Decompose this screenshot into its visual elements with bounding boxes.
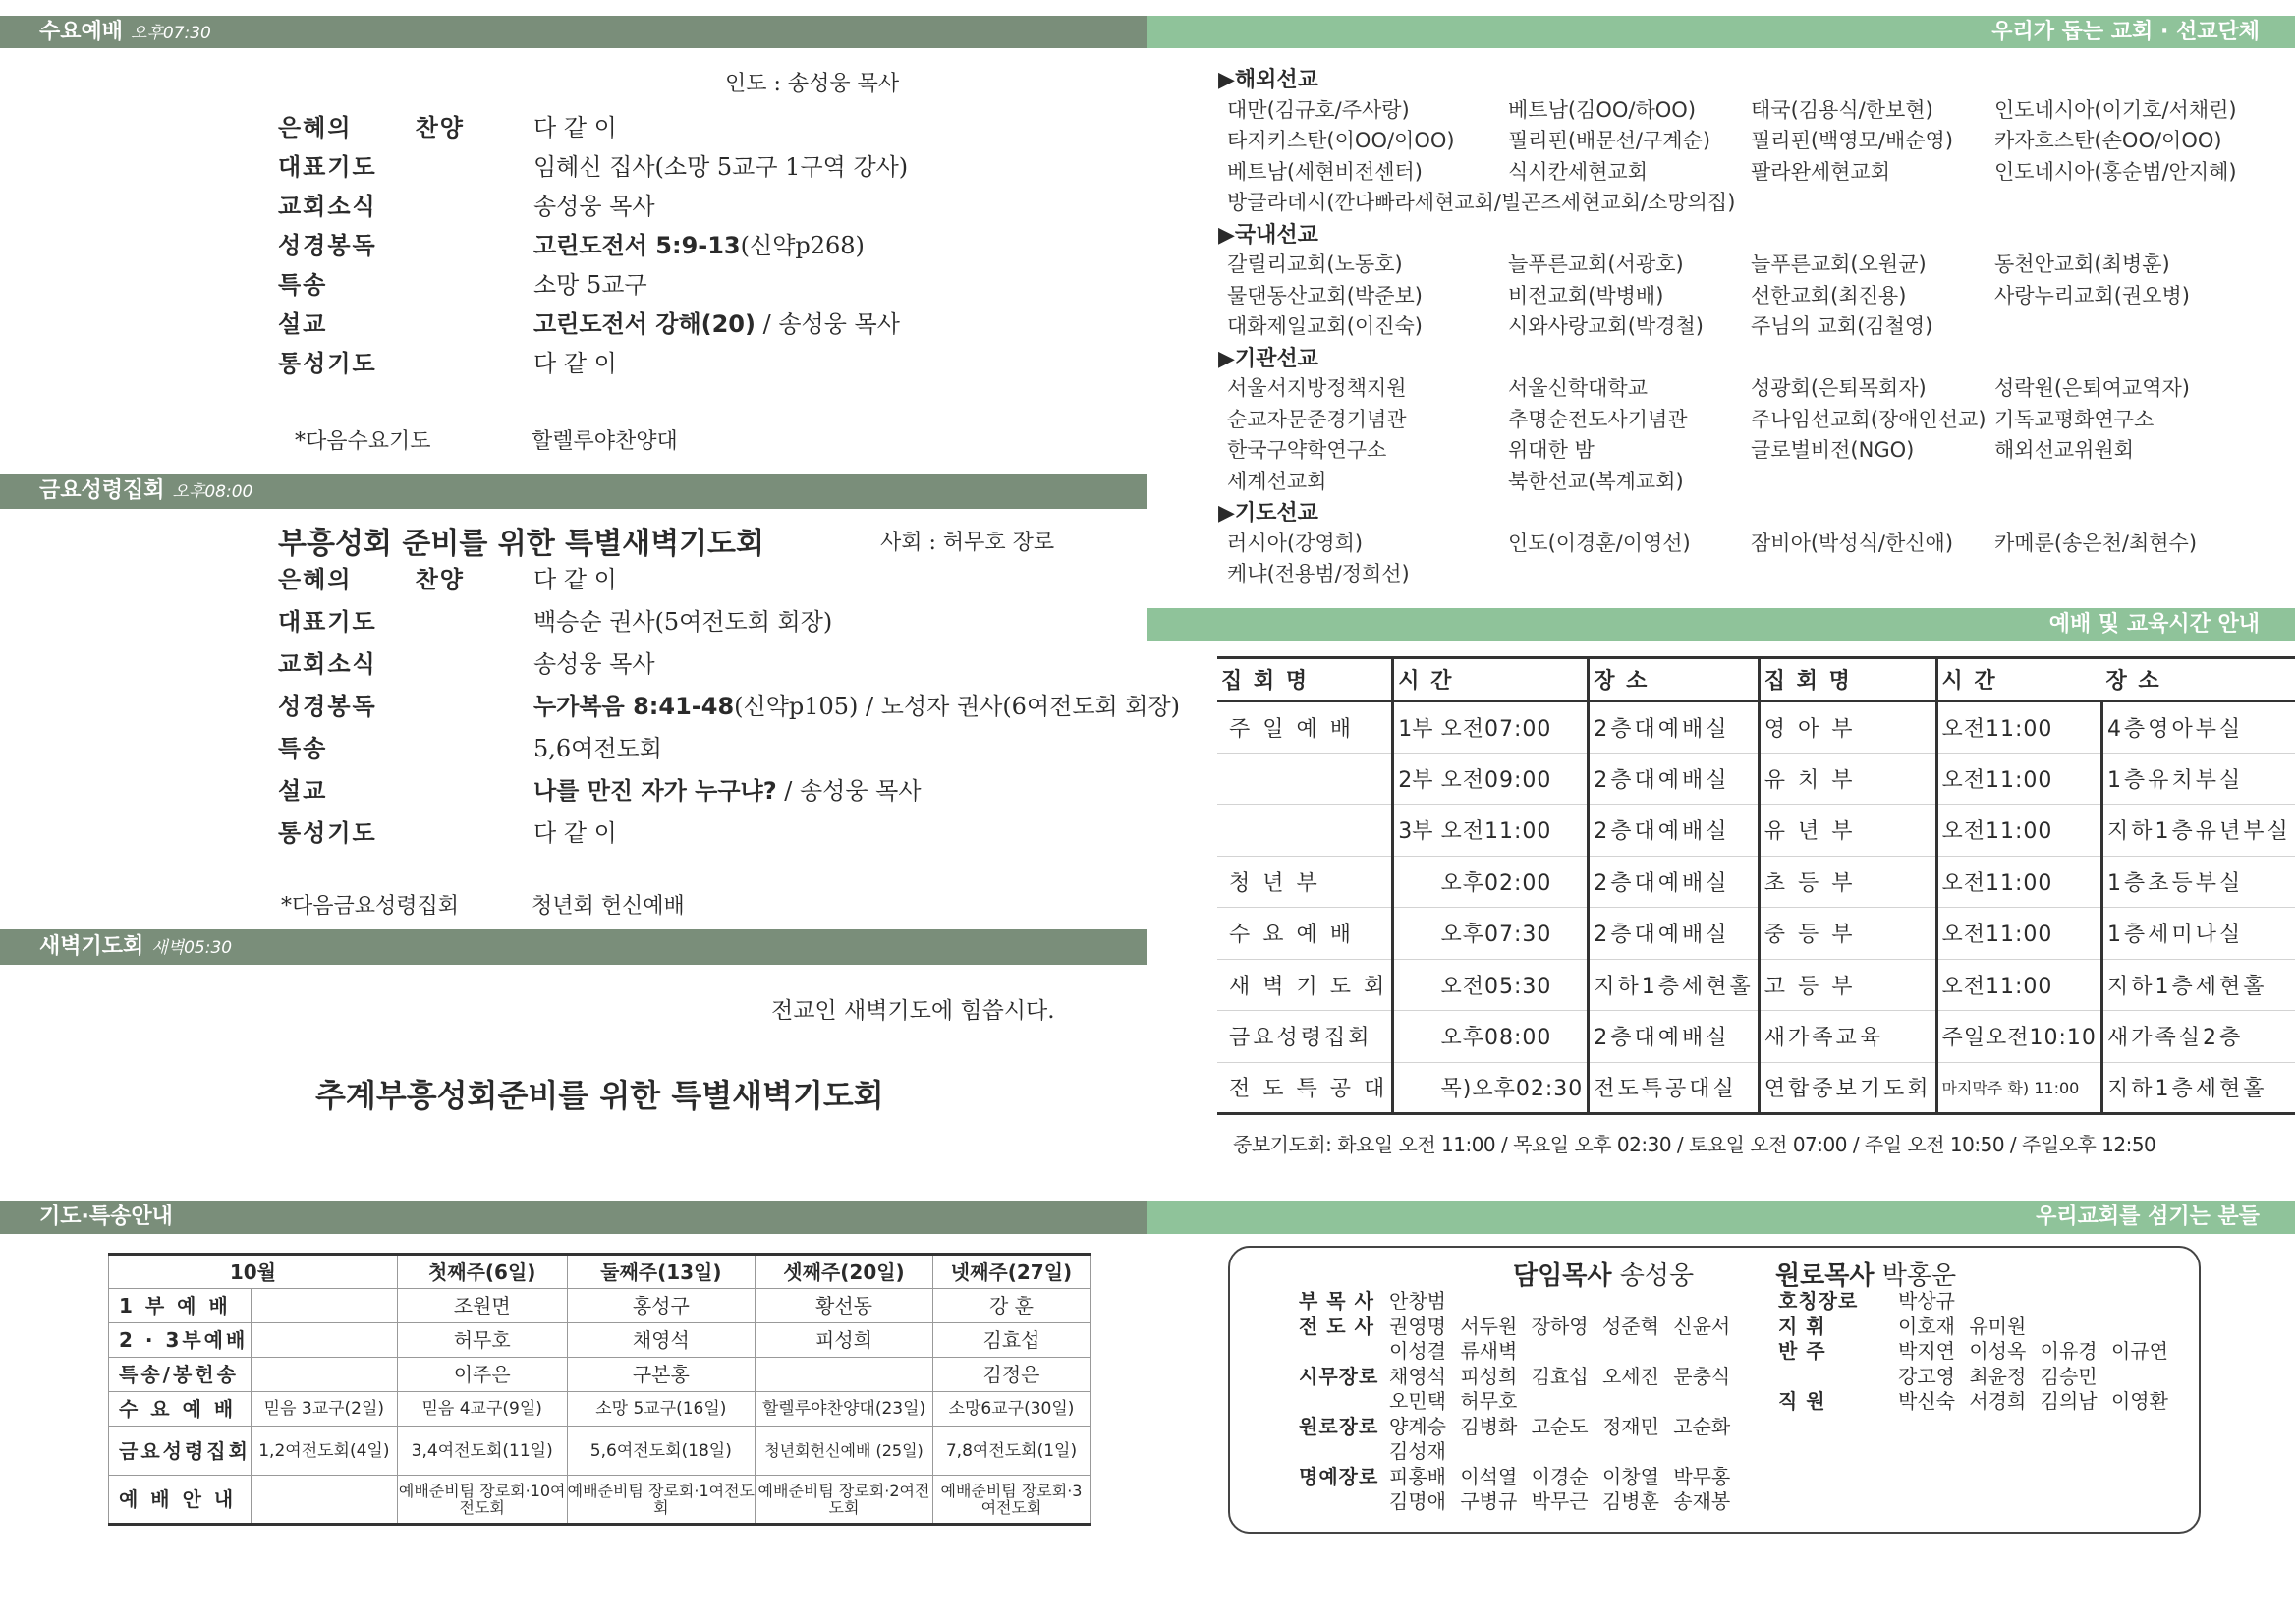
order-label: 은혜의 찬양 bbox=[278, 566, 465, 593]
schedule-cell: 청 년 부 bbox=[1217, 856, 1393, 908]
order-value-text: 임혜신 집사(소망 5교구 1구역 강사) bbox=[533, 153, 909, 181]
schedule-header-cell: 시 간 bbox=[1393, 658, 1589, 701]
mission-group-title: ▶기도선교 bbox=[1218, 501, 1318, 526]
leader-text: 사회 : 허무호 장로 bbox=[880, 531, 1055, 555]
schedule-cell: 수 요 예 배 bbox=[1217, 908, 1393, 960]
order-label: 통성기도 bbox=[278, 350, 377, 377]
mission-item: 해외선교위원회 bbox=[1994, 438, 2135, 462]
schedule-cell: 고 등 부 bbox=[1759, 959, 1936, 1011]
staff-role: 시무장로 bbox=[1299, 1364, 1379, 1388]
prayer-cell: 피성희 bbox=[756, 1323, 933, 1358]
prayer-header-cell: 넷째주(27일) bbox=[932, 1255, 1090, 1289]
mission-item: 한국구약학연구소 bbox=[1227, 438, 1387, 462]
prayer-cell bbox=[251, 1323, 397, 1358]
order-value-text: / 송성웅 목사 bbox=[776, 777, 922, 805]
prayer-row bbox=[109, 1323, 1091, 1358]
schedule-cell: 전 도 특 공 대 bbox=[1217, 1062, 1393, 1114]
schedule-row bbox=[1217, 805, 2295, 857]
schedule-cell: 지하1층유년부실 bbox=[2101, 805, 2294, 857]
section-bar-staff bbox=[1147, 1201, 2295, 1234]
order-label: 설교 bbox=[278, 310, 328, 338]
schedule-cell: 새가족실2층 bbox=[2101, 1011, 2294, 1063]
schedule-header-cell: 장 소 bbox=[2101, 658, 2294, 701]
mission-item: 인도네시아(홍순범/안지혜) bbox=[1994, 159, 2237, 184]
dawn-heading: 추계부흥성회준비를 위한 특별새벽기도회 bbox=[315, 1077, 884, 1114]
order-row bbox=[278, 147, 1162, 187]
senior-pastor-name: 송성웅 bbox=[1619, 1261, 1695, 1291]
prayer-cell: 예배준비팀 장로회·10여전도회 bbox=[397, 1476, 567, 1525]
order-value-bold: 고린도전서 강해(20) bbox=[533, 310, 756, 338]
schedule-cell: 마지막주 화) 11:00 bbox=[1936, 1062, 2101, 1114]
prayer-cell: 구본홍 bbox=[567, 1358, 755, 1392]
staff-names: 오민택 허무호 bbox=[1389, 1389, 1518, 1413]
mission-group-title: ▶해외선교 bbox=[1218, 68, 1318, 92]
order-value bbox=[533, 771, 922, 811]
prayer-cell bbox=[756, 1358, 933, 1392]
mission-item: 팔라완세현교회 bbox=[1751, 159, 1891, 184]
staff-names: 박상규 bbox=[1898, 1289, 1955, 1313]
prayer-cell: 허무호 bbox=[397, 1323, 567, 1358]
order-value bbox=[533, 265, 647, 305]
prayer-row-label: 2 · 3부예배 bbox=[109, 1323, 252, 1358]
prayer-cell: 예배준비팀 장로회·2여전도회 bbox=[756, 1476, 933, 1525]
order-label: 교회소식 bbox=[278, 650, 377, 678]
schedule-cell: 오전11:00 bbox=[1936, 856, 2101, 908]
prayer-table bbox=[108, 1253, 1091, 1526]
schedule-row bbox=[1217, 1062, 2295, 1114]
prayer-row bbox=[109, 1476, 1091, 1525]
schedule-cell: 새 벽 기 도 회 bbox=[1217, 959, 1393, 1011]
schedule-cell: 오전11:00 bbox=[1436, 805, 1588, 857]
mission-item: 추명순전도사기념관 bbox=[1508, 407, 1688, 431]
order-row bbox=[278, 687, 1181, 726]
staff-box bbox=[1228, 1246, 2201, 1534]
order-label: 성경봉독 bbox=[278, 232, 377, 259]
schedule-cell bbox=[1393, 1062, 1437, 1114]
mission-item: 케냐(전용범/정희선) bbox=[1227, 562, 1410, 586]
order-label: 설교 bbox=[278, 777, 328, 805]
order-label: 대표기도 bbox=[278, 153, 377, 181]
order-label: 은혜의 찬양 bbox=[278, 114, 465, 141]
schedule-cell: 오후07:30 bbox=[1436, 908, 1588, 960]
prayer-header-cell: 셋째주(20일) bbox=[756, 1255, 933, 1289]
schedule-cell: 오전11:00 bbox=[1936, 805, 2101, 857]
mission-item: 세계선교회 bbox=[1227, 469, 1327, 493]
mission-item: 비전교회(박병배) bbox=[1508, 283, 1664, 308]
next-value: 청년회 헌신예배 bbox=[532, 894, 685, 919]
dawn-line: 전교인 새벽기도에 힘씁시다. bbox=[771, 998, 1055, 1024]
section-title: 기도·특송안내 bbox=[39, 1204, 173, 1229]
order-value bbox=[533, 687, 1180, 726]
prayer-cell: 김효섭 bbox=[932, 1323, 1090, 1358]
order-row bbox=[278, 187, 1162, 226]
staff-names: 강고영 최윤정 김승민 bbox=[1898, 1364, 2098, 1388]
prayer-cell: 조원면 bbox=[397, 1289, 567, 1323]
schedule-cell: 연합중보기도회 bbox=[1759, 1062, 1936, 1114]
order-label: 성경봉독 bbox=[278, 693, 377, 720]
section-bar-dawn bbox=[0, 929, 1147, 965]
mission-item: 서울서지방정책지원 bbox=[1227, 376, 1407, 400]
mission-item: 갈릴리교회(노동호) bbox=[1227, 252, 1403, 276]
leader-text: 인도 : 송성웅 목사 bbox=[725, 72, 900, 96]
schedule-cell: 유 치 부 bbox=[1759, 753, 1936, 805]
schedule-cell: 1층유치부실 bbox=[2101, 753, 2294, 805]
section-title: 우리가 돕는 교회 · 선교단체 bbox=[1991, 20, 2260, 44]
schedule-cell: 오전07:00 bbox=[1436, 701, 1588, 754]
schedule-cell: 2층대예배실 bbox=[1589, 908, 1760, 960]
order-row bbox=[278, 344, 1162, 383]
mission-item: 글로벌비전(NGO) bbox=[1751, 438, 1915, 462]
next-label: *다음금요성령집회 bbox=[281, 894, 460, 919]
schedule-cell: 오전11:00 bbox=[1936, 753, 2101, 805]
schedule-cell: 2층대예배실 bbox=[1589, 856, 1760, 908]
section-time: 오후08:00 bbox=[172, 482, 253, 502]
schedule-cell: 오후02:00 bbox=[1436, 856, 1588, 908]
schedule-cell: 2층대예배실 bbox=[1589, 701, 1760, 754]
schedule-cell: 2층대예배실 bbox=[1589, 805, 1760, 857]
prayer-cell: 채영석 bbox=[567, 1323, 755, 1358]
order-value-text: 다 같 이 bbox=[533, 350, 617, 377]
schedule-cell: 오후08:00 bbox=[1436, 1011, 1588, 1063]
schedule-cell: 2층대예배실 bbox=[1589, 753, 1760, 805]
staff-names: 채영석 피성희 김효섭 오세진 문충식 bbox=[1389, 1364, 1731, 1388]
next-label: *다음수요기도 bbox=[295, 429, 431, 454]
order-row bbox=[278, 771, 1162, 811]
prayer-cell: 김정은 bbox=[932, 1358, 1090, 1392]
mission-item: 사랑누리교회(권오병) bbox=[1994, 283, 2190, 308]
order-label: 특송 bbox=[278, 735, 328, 762]
mission-item: 인도네시아(이기호/서채린) bbox=[1994, 97, 2237, 122]
staff-names: 박신숙 서경희 김의남 이영환 bbox=[1898, 1389, 2168, 1413]
mission-item: 인도(이경훈/이영선) bbox=[1508, 531, 1691, 555]
prayer-cell: 1,2여전도회(4일) bbox=[251, 1427, 397, 1476]
staff-role: 지 휘 bbox=[1778, 1314, 1826, 1338]
schedule-cell: 1부 bbox=[1393, 701, 1437, 754]
mission-item: 방글라데시(깐다빠라세현교회/빌곤즈세현교회/소망의집) bbox=[1227, 191, 1736, 214]
mission-item: 대화제일교회(이진숙) bbox=[1227, 314, 1423, 338]
mission-group-title: ▶국내선교 bbox=[1218, 222, 1318, 248]
schedule-note: 중보기도회: 화요일 오전 11:00 / 목요일 오후 02:30 / 토요일 오전 07:00 / 주일 오전 10:50 / 주일오후 12:50 bbox=[1233, 1133, 2156, 1156]
prayer-cell bbox=[251, 1476, 397, 1525]
order-label: 교회소식 bbox=[278, 193, 377, 220]
prayer-row-label: 1 부 예 배 bbox=[109, 1289, 252, 1323]
order-value bbox=[533, 813, 617, 853]
schedule-cell bbox=[1393, 856, 1437, 908]
staff-role: 반 주 bbox=[1778, 1339, 1826, 1363]
order-value-text: 다 같 이 bbox=[533, 819, 617, 847]
mission-item: 물댄동산교회(박준보) bbox=[1227, 283, 1423, 308]
section-time: 새벽05:30 bbox=[151, 938, 233, 958]
schedule-cell: 오전09:00 bbox=[1436, 753, 1588, 805]
order-value bbox=[533, 602, 832, 642]
prayer-cell: 소망 5교구(16일) bbox=[567, 1392, 755, 1427]
prayer-cell bbox=[251, 1289, 397, 1323]
prayer-cell: 믿음 4교구(9일) bbox=[397, 1392, 567, 1427]
schedule-cell: 주 일 예 배 bbox=[1217, 701, 1393, 754]
prayer-row bbox=[109, 1358, 1091, 1392]
schedule-cell: 전도특공대실 bbox=[1589, 1062, 1760, 1114]
order-row bbox=[278, 813, 1162, 853]
schedule-header-cell: 집 회 명 bbox=[1759, 658, 1936, 701]
prayer-row-label: 수 요 예 배 bbox=[109, 1392, 252, 1427]
senior-pastor-label: 담임목사 bbox=[1513, 1261, 1612, 1291]
staff-names: 안창범 bbox=[1389, 1289, 1446, 1313]
prayer-cell: 홍성구 bbox=[567, 1289, 755, 1323]
next-value: 할렐루야찬양대 bbox=[532, 429, 678, 454]
staff-names: 권영명 서두원 장하영 성준혁 신윤서 bbox=[1389, 1314, 1731, 1338]
section-bar-prayer bbox=[0, 1201, 1147, 1234]
schedule-row bbox=[1217, 1011, 2295, 1063]
mission-item: 동천안교회(최병훈) bbox=[1994, 252, 2170, 276]
order-value bbox=[533, 305, 900, 344]
schedule-cell: 2층대예배실 bbox=[1589, 1011, 1760, 1063]
schedule-cell: 2부 bbox=[1393, 753, 1437, 805]
order-row bbox=[278, 729, 1162, 768]
order-value-bold: 나를 만진 자가 누구냐? bbox=[533, 777, 777, 805]
mission-item: 주님의 교회(김철영) bbox=[1751, 314, 1933, 338]
mission-item: 타지키스탄(이OO/이OO) bbox=[1227, 129, 1455, 152]
mission-item: 선한교회(최진용) bbox=[1751, 283, 1907, 308]
order-value bbox=[533, 147, 908, 187]
schedule-cell: 오전11:00 bbox=[1936, 959, 2101, 1011]
staff-names: 피홍배 이석열 이경순 이창열 박무홍 bbox=[1389, 1464, 1731, 1488]
order-value-text: (신약p105) / 노성자 권사(6여전도회 회장) bbox=[734, 693, 1181, 720]
mission-item: 러시아(강영희) bbox=[1227, 531, 1364, 555]
prayer-cell: 5,6여전도회(18일) bbox=[567, 1427, 755, 1476]
schedule-row bbox=[1217, 959, 2295, 1011]
prayer-cell: 예배준비팀 장로회·1여전도회 bbox=[567, 1476, 755, 1525]
schedule-cell bbox=[1217, 753, 1393, 805]
schedule-cell: 지하1층세현홀 bbox=[2101, 1062, 2294, 1114]
staff-names: 이성결 류새벽 bbox=[1389, 1339, 1518, 1363]
schedule-header-cell: 장 소 bbox=[1589, 658, 1760, 701]
section-bar-missions bbox=[1147, 16, 2295, 48]
prayer-cell: 소망6교구(30일) bbox=[932, 1392, 1090, 1427]
order-value-bold: 고린도전서 5:9-13 bbox=[533, 232, 741, 259]
prayer-cell: 예배준비팀 장로회·3여전도회 bbox=[932, 1476, 1090, 1525]
prayer-cell: 황선동 bbox=[756, 1289, 933, 1323]
schedule-cell: 유 년 부 bbox=[1759, 805, 1936, 857]
schedule-header-cell: 시 간 bbox=[1936, 658, 2101, 701]
mission-item: 북한선교(복계교회) bbox=[1508, 469, 1684, 493]
prayer-cell bbox=[251, 1358, 397, 1392]
schedule-cell: 지하1층세현홀 bbox=[2101, 959, 2294, 1011]
order-value bbox=[533, 226, 865, 265]
staff-role: 호칭장로 bbox=[1778, 1289, 1859, 1313]
mission-item: 순교자문준경기념관 bbox=[1227, 407, 1407, 431]
order-value bbox=[533, 560, 617, 599]
emeritus-pastor-label: 원로목사 bbox=[1775, 1261, 1875, 1291]
schedule-row bbox=[1217, 701, 2295, 754]
schedule-cell: 지하1층세현홀 bbox=[1589, 959, 1760, 1011]
mission-item: 기독교평화연구소 bbox=[1994, 407, 2155, 431]
schedule-row bbox=[1217, 908, 2295, 960]
section-title: 예배 및 교육시간 안내 bbox=[2048, 612, 2260, 637]
prayer-row-label: 특송/봉헌송 bbox=[109, 1358, 252, 1392]
order-row bbox=[278, 602, 1162, 642]
prayer-header-cell: 둘째주(13일) bbox=[567, 1255, 755, 1289]
order-value bbox=[533, 644, 655, 684]
order-row bbox=[278, 226, 1162, 265]
order-value-text: 송성웅 목사 bbox=[533, 193, 655, 220]
mission-item: 성광회(은퇴목회자) bbox=[1751, 376, 1927, 400]
order-row bbox=[278, 108, 1162, 147]
order-value bbox=[533, 344, 617, 383]
mission-item: 시와사랑교회(박경철) bbox=[1508, 314, 1704, 338]
schedule-cell: 주일오전10:10 bbox=[1936, 1011, 2101, 1063]
order-value bbox=[533, 108, 617, 147]
prayer-header bbox=[109, 1255, 1091, 1289]
prayer-cell: 이주은 bbox=[397, 1358, 567, 1392]
prayer-header-cell: 10월 bbox=[109, 1255, 398, 1289]
section-title: 금요성령집회 bbox=[39, 478, 165, 503]
order-value-text: 송성웅 목사 bbox=[533, 650, 655, 678]
order-value bbox=[533, 187, 655, 226]
mission-item: 식시칸세현교회 bbox=[1508, 159, 1649, 184]
schedule-cell bbox=[1217, 805, 1393, 857]
order-label: 통성기도 bbox=[278, 819, 377, 847]
schedule-cell: 초 등 부 bbox=[1759, 856, 1936, 908]
mission-item: 필리핀(배문선/구계순) bbox=[1508, 129, 1711, 152]
mission-item: 늘푸른교회(서광호) bbox=[1508, 252, 1684, 276]
mission-item: 성락원(은퇴여교역자) bbox=[1994, 376, 2190, 400]
order-value-bold: 누가복음 8:41-48 bbox=[533, 693, 735, 720]
section-title: 우리교회를 섬기는 분들 bbox=[2036, 1204, 2260, 1229]
staff-role: 직 원 bbox=[1778, 1389, 1826, 1413]
order-value-text: 5,6여전도회 bbox=[533, 735, 662, 762]
schedule-cell bbox=[1393, 908, 1437, 960]
schedule-cell: 영 아 부 bbox=[1759, 701, 1936, 754]
mission-item: 베트남(세현비전센터) bbox=[1227, 159, 1423, 184]
mission-item: 카메룬(송은천/최현수) bbox=[1994, 531, 2198, 555]
staff-names: 양계승 김병화 고순도 정재민 고순화 bbox=[1389, 1414, 1731, 1438]
schedule-cell: 1층초등부실 bbox=[2101, 856, 2294, 908]
staff-names: 김명애 구병규 박무근 김병훈 송재봉 bbox=[1389, 1489, 1731, 1513]
schedule-header-cell: 집 회 명 bbox=[1217, 658, 1393, 701]
order-row bbox=[278, 644, 1162, 684]
prayer-cell: 강 훈 bbox=[932, 1289, 1090, 1323]
staff-role: 전 도 사 bbox=[1299, 1314, 1374, 1338]
prayer-cell: 7,8여전도회(1일) bbox=[932, 1427, 1090, 1476]
prayer-row bbox=[109, 1289, 1091, 1323]
prayer-header-cell: 첫째주(6일) bbox=[397, 1255, 567, 1289]
prayer-cell: 믿음 3교구(2일) bbox=[251, 1392, 397, 1427]
schedule-cell: 목)오후02:30 bbox=[1436, 1062, 1588, 1114]
staff-names: 박지연 이성옥 이유경 이규연 bbox=[1898, 1339, 2168, 1363]
mission-item: 태국(김용식/한보현) bbox=[1751, 97, 1933, 122]
order-value-text: (신약p268) bbox=[740, 232, 865, 259]
schedule-row bbox=[1217, 753, 2295, 805]
order-value-text: / 송성웅 목사 bbox=[755, 310, 900, 338]
order-value-text: 다 같 이 bbox=[533, 566, 617, 593]
schedule-cell: 1층세미나실 bbox=[2101, 908, 2294, 960]
order-label: 대표기도 bbox=[278, 608, 377, 636]
schedule-cell: 오전05:30 bbox=[1436, 959, 1588, 1011]
mission-item: 카자흐스탄(손OO/이OO) bbox=[1994, 129, 2222, 152]
schedule-cell: 3부 bbox=[1393, 805, 1437, 857]
staff-role: 부 목 사 bbox=[1299, 1289, 1374, 1313]
emeritus-pastor-name: 박홍운 bbox=[1881, 1261, 1957, 1291]
section-bar-schedule bbox=[1147, 608, 2295, 641]
order-value-text: 소망 5교구 bbox=[533, 271, 647, 299]
order-row bbox=[278, 265, 1162, 305]
schedule-header bbox=[1217, 658, 2295, 701]
section-time: 오후07:30 bbox=[131, 24, 211, 43]
schedule-cell bbox=[1393, 1011, 1437, 1063]
prayer-row bbox=[109, 1427, 1091, 1476]
mission-item: 늘푸른교회(오원균) bbox=[1751, 252, 1927, 276]
prayer-row bbox=[109, 1392, 1091, 1427]
order-row bbox=[278, 305, 1162, 344]
mission-item: 서울신학대학교 bbox=[1508, 376, 1649, 400]
section-bar-wednesday bbox=[0, 16, 1147, 48]
section-title: 새벽기도회 bbox=[39, 934, 144, 959]
section-title: 수요예배 bbox=[39, 20, 124, 44]
prayer-row-label: 금요성령집회 bbox=[109, 1427, 252, 1476]
mission-item: 주나임선교회(장애인선교) bbox=[1751, 407, 1987, 431]
schedule-cell: 금요성령집회 bbox=[1217, 1011, 1393, 1063]
schedule-row bbox=[1217, 856, 2295, 908]
schedule-cell: 중 등 부 bbox=[1759, 908, 1936, 960]
order-value-text: 다 같 이 bbox=[533, 114, 617, 141]
prayer-cell: 청년회헌신예배 (25일) bbox=[756, 1427, 933, 1476]
mission-item: 위대한 밤 bbox=[1508, 438, 1595, 462]
schedule-cell: 새가족교육 bbox=[1759, 1011, 1936, 1063]
mission-item: 잠비아(박성식/한신애) bbox=[1751, 531, 1954, 555]
mission-group-title: ▶기관선교 bbox=[1218, 346, 1318, 371]
order-value-text: 백승순 권사(5여전도회 회장) bbox=[533, 608, 833, 636]
mission-item: 필리핀(백영모/배순영) bbox=[1751, 129, 1954, 152]
order-row bbox=[278, 560, 1162, 599]
prayer-cell: 3,4여전도회(11일) bbox=[397, 1427, 567, 1476]
order-value bbox=[533, 729, 662, 768]
prayer-cell: 할렐루야찬양대(23일) bbox=[756, 1392, 933, 1427]
prayer-row-label: 예 배 안 내 bbox=[109, 1476, 252, 1525]
schedule-cell: 4층영아부실 bbox=[2101, 701, 2294, 754]
staff-role: 원로장로 bbox=[1299, 1414, 1379, 1438]
mission-item: 베트남(김OO/하OO) bbox=[1508, 97, 1697, 122]
staff-role: 명예장로 bbox=[1299, 1464, 1379, 1488]
section-bar-friday bbox=[0, 474, 1147, 509]
schedule-cell: 오전11:00 bbox=[1936, 701, 2101, 754]
staff-names: 김성재 bbox=[1389, 1439, 1446, 1463]
order-label: 특송 bbox=[278, 271, 328, 299]
mission-item: 대만(김규호/주사랑) bbox=[1227, 97, 1410, 122]
schedule-cell bbox=[1393, 959, 1437, 1011]
schedule-cell: 오전11:00 bbox=[1936, 908, 2101, 960]
friday-heading: 부흥성회 준비를 위한 특별새벽기도회 bbox=[278, 527, 765, 561]
schedule-table bbox=[1217, 656, 2295, 1115]
staff-names: 이호재 유미원 bbox=[1898, 1314, 2027, 1338]
